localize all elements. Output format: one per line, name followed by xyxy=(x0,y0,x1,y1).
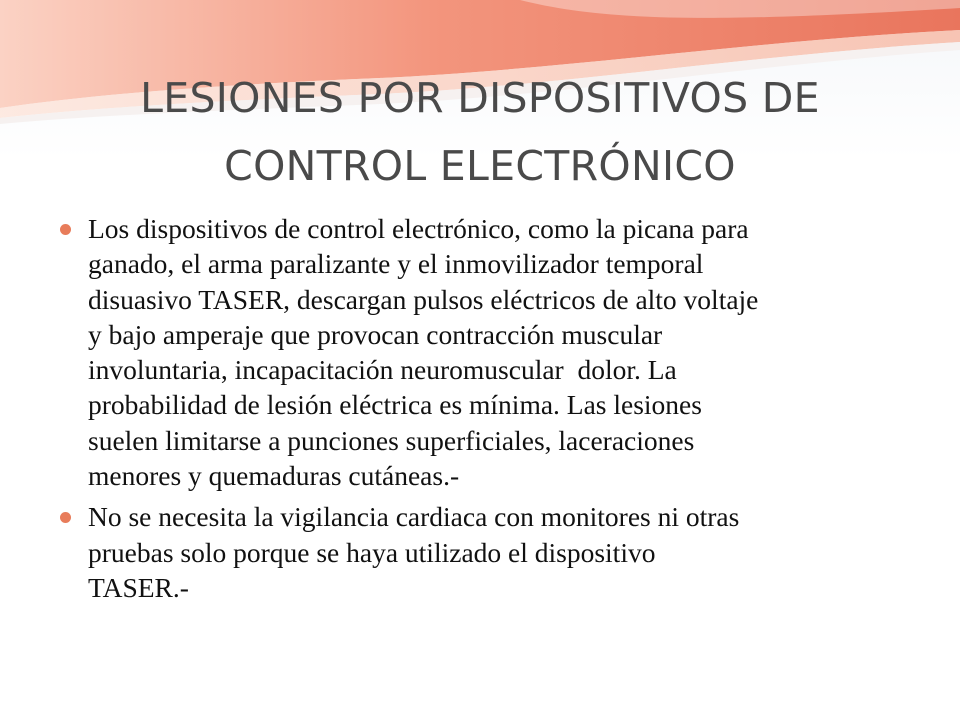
bullet-1-line-6: probabilidad de lesión eléctrica es mínima. Las lesiones xyxy=(88,389,702,421)
bullet-1-line-5: involuntaria, incapacitación neuromuscular dolor. La xyxy=(88,354,677,386)
bullet-1-line-1: Los dispositivos de control electrónico, como la picana para xyxy=(88,213,749,244)
bullet-dot-icon xyxy=(60,512,71,523)
bullet-1-line-8: menores y quemaduras cutáneas.- xyxy=(88,460,460,492)
slide-title-line-2: CONTROL ELECTRÓNICO xyxy=(224,142,736,190)
bullet-item-2 xyxy=(58,499,888,605)
slide-title xyxy=(60,64,900,200)
bullet-1-line-3: disuasivo TASER, descargan pulsos eléctricos de alto voltaje xyxy=(88,283,759,315)
bullet-2-line-1: No se necesita la vigilancia cardiaca con monitores ni otras xyxy=(88,501,740,533)
bullet-list xyxy=(58,211,888,611)
slide-title-line-1: LESIONES POR DISPOSITIVOS DE xyxy=(140,74,820,122)
bullet-2-line-3: TASER.- xyxy=(88,571,189,603)
bullet-2-line-2: pruebas solo porque se haya utilizado el dispositivo xyxy=(88,536,656,568)
bullet-1-line-4: y bajo amperaje que provocan contracción muscular xyxy=(88,318,663,350)
bullet-1-line-2: ganado, el arma paralizante y el inmovilizador temporal xyxy=(88,248,704,280)
bullet-1-line-7: suelen limitarse a punciones superficiales, laceraciones xyxy=(88,424,695,456)
bullet-dot-icon xyxy=(60,224,71,235)
bullet-item-1 xyxy=(58,211,888,493)
